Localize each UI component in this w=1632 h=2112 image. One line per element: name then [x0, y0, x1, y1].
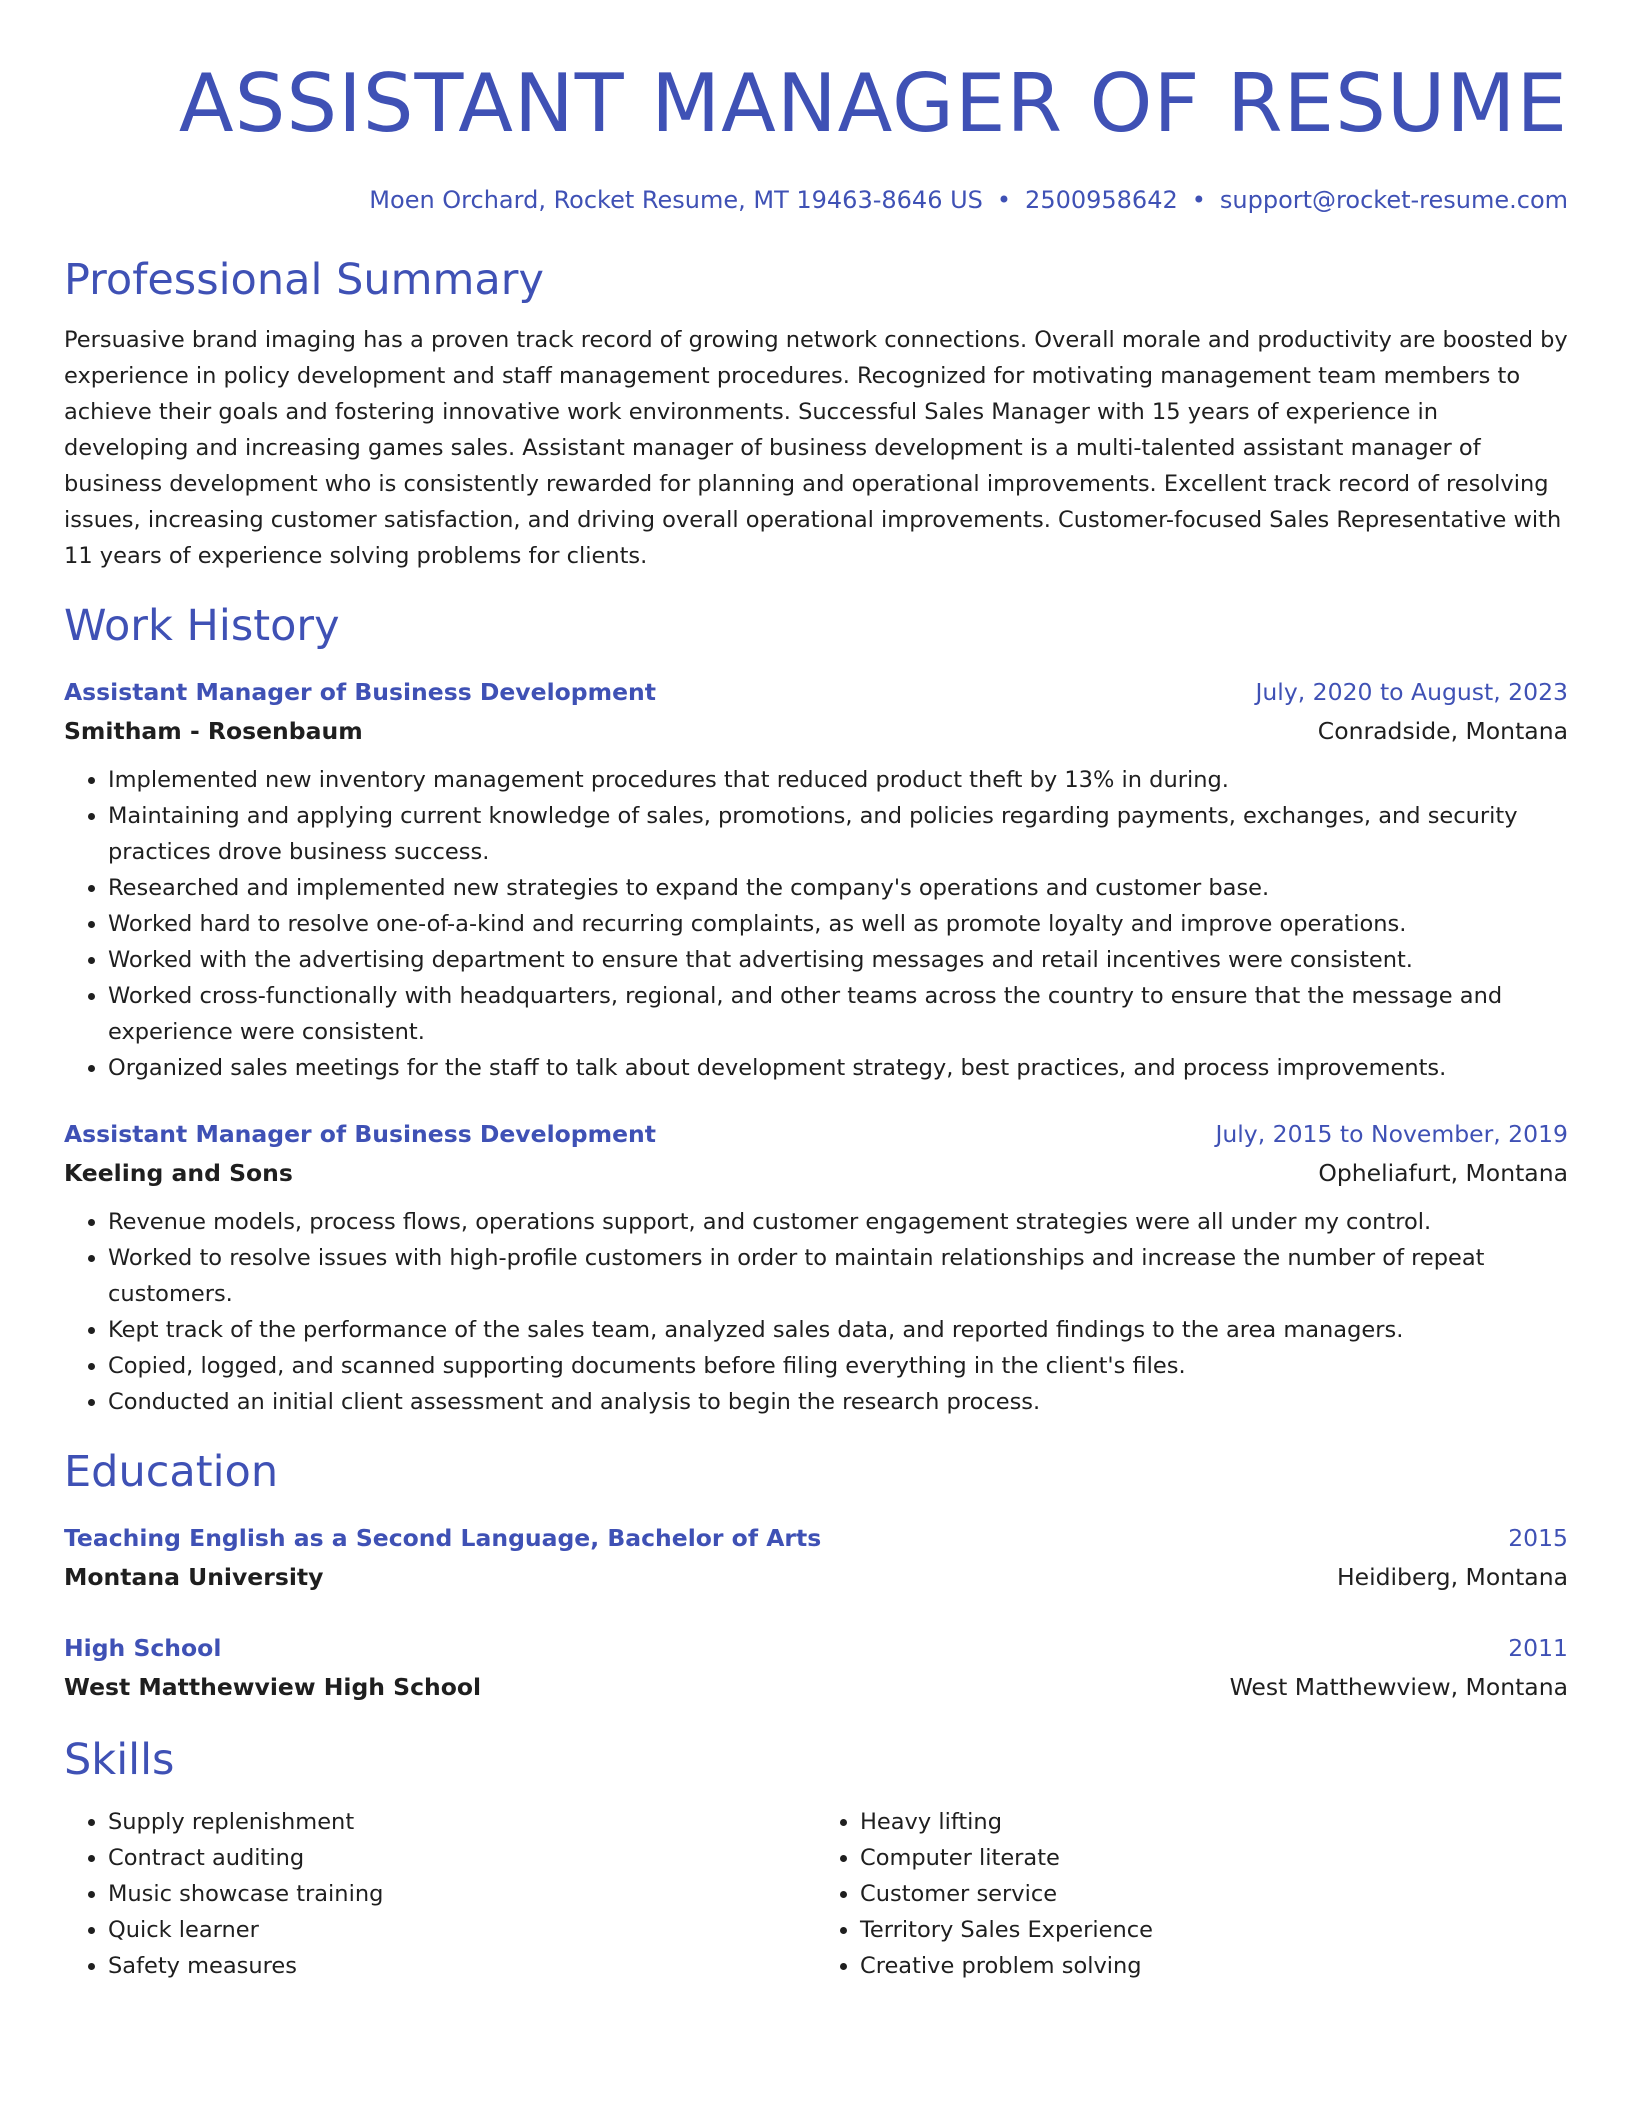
- job-bullet: • Maintaining and applying current knowledge of sales, promotions, and policies regarding payments, exchanges, and security practices drove business success.: [108, 798, 1568, 870]
- education-subheader: [64, 1558, 1568, 1596]
- job-company: Keeling and Sons: [64, 1159, 293, 1187]
- job-company: Smitham - Rosenbaum: [64, 717, 363, 745]
- job-position: Assistant Manager of Business Development: [64, 1120, 656, 1148]
- section-title-work-history: Work History: [64, 601, 340, 651]
- job-location: Opheliafurt, Montana: [1318, 1159, 1568, 1187]
- contact-phone[interactable]: 2500958642: [1025, 186, 1178, 214]
- resume-name: ASSISTANT MANAGER OF RESUME: [178, 57, 1568, 150]
- section-title-summary: Professional Summary: [64, 255, 544, 305]
- education-degree: Teaching English as a Second Language, Bachelor of Arts: [64, 1524, 822, 1552]
- skill-item: • Contract auditing: [108, 1840, 816, 1876]
- skill-item: • Creative problem solving: [860, 1948, 1568, 1984]
- job-bullets: [64, 762, 1568, 1086]
- job-bullet: • Revenue models, process flows, operations support, and customer engagement strategies were all under my control.: [108, 1204, 1568, 1240]
- contact-line: [64, 186, 1568, 214]
- job-bullet: • Worked hard to resolve one-of-a-kind and recurring complaints, as well as promote loyalty and improve operations.: [108, 906, 1568, 942]
- education-subheader: [64, 1668, 1568, 1706]
- job-bullet: • Conducted an initial client assessment and analysis to begin the research process.: [108, 1384, 1568, 1420]
- job-location: Conradside, Montana: [1317, 717, 1568, 745]
- job-position: Assistant Manager of Business Development: [64, 678, 656, 706]
- skill-item: • Customer service: [860, 1876, 1568, 1912]
- job-entry: [64, 1114, 1568, 1420]
- job-header: [64, 672, 1568, 712]
- resume-header: [64, 0, 1568, 214]
- job-bullet: • Researched and implemented new strategies to expand the company's operations and customer base.: [108, 870, 1568, 906]
- skill-item: • Computer literate: [860, 1840, 1568, 1876]
- job-bullet: • Worked cross-functionally with headquarters, regional, and other teams across the country to ensure that the message and experience were consistent.: [108, 978, 1568, 1050]
- education-school: West Matthewview High School: [64, 1673, 482, 1701]
- job-bullet: • Kept track of the performance of the sales team, analyzed sales data, and reported findings to the area managers.: [108, 1312, 1568, 1348]
- skills-list: [64, 1804, 1568, 1984]
- skill-item: • Heavy lifting: [860, 1804, 1568, 1840]
- education-entry: [64, 1518, 1568, 1596]
- contact-separator: •: [996, 186, 1012, 214]
- job-bullet: • Worked to resolve issues with high-profile customers in order to maintain relationships and increase the number of repeat customers.: [108, 1240, 1568, 1312]
- education-location: Heidiberg, Montana: [1336, 1563, 1568, 1591]
- skill-item: • Safety measures: [108, 1948, 816, 1984]
- contact-separator: •: [1191, 186, 1206, 214]
- job-bullets: [64, 1204, 1568, 1420]
- contact-address: Moen Orchard, Rocket Resume, MT 19463-8646 US: [369, 186, 983, 214]
- skill-item: • Quick learner: [108, 1912, 816, 1948]
- education-header: [64, 1518, 1568, 1558]
- job-bullet: • Copied, logged, and scanned supporting documents before filing everything in the client's files.: [108, 1348, 1568, 1384]
- job-dates: July, 2015 to November, 2019: [1215, 1120, 1568, 1148]
- skill-item: • Territory Sales Experience: [860, 1912, 1568, 1948]
- contact-email[interactable]: support@rocket-resume.com: [1219, 186, 1568, 214]
- education-entry: [64, 1628, 1568, 1706]
- job-entry: [64, 672, 1568, 1086]
- job-bullet: • Organized sales meetings for the staff to talk about development strategy, best practices, and process improvements.: [108, 1050, 1568, 1086]
- section-title-skills: Skills: [64, 1735, 175, 1785]
- job-subheader: [64, 712, 1568, 750]
- skills-column-left: [64, 1804, 816, 1984]
- section-title-education: Education: [64, 1447, 279, 1497]
- education-header: [64, 1628, 1568, 1668]
- job-subheader: [64, 1154, 1568, 1192]
- education-school: Montana University: [64, 1563, 324, 1591]
- job-header: [64, 1114, 1568, 1154]
- job-bullet: • Worked with the advertising department to ensure that advertising messages and retail incentives were consistent.: [108, 942, 1568, 978]
- skills-column-right: [816, 1804, 1568, 1984]
- education-year: 2011: [1508, 1634, 1568, 1662]
- skill-item: • Music showcase training: [108, 1876, 816, 1912]
- education-location: West Matthewview, Montana: [1229, 1673, 1568, 1701]
- education-year: 2015: [1508, 1524, 1568, 1552]
- job-bullet: • Implemented new inventory management procedures that reduced product theft by 13% in during.: [108, 762, 1568, 798]
- summary-text: Persuasive brand imaging has a proven track record of growing network connections. Overall morale and productivity are boosted by experience in policy development and staff management procedures. Recognized for motivating management team members to achieve their goals and fostering innovative work environments. Successful Sales Manager with 15 years of experience in developing and increasing games sales. Assistant manager of business development is a multi-talented assistant manager of business development who is consistently rewarded for planning and operational improvements. Excellent track record of resolving issues, increasing customer satisfaction, and driving overall operational improvements. Customer-focused Sales Representative with 11 years of experience solving problems for clients.: [64, 327, 1568, 569]
- skill-item: • Supply replenishment: [108, 1804, 816, 1840]
- job-dates: July, 2020 to August, 2023: [1255, 678, 1568, 706]
- education-degree: High School: [64, 1634, 222, 1662]
